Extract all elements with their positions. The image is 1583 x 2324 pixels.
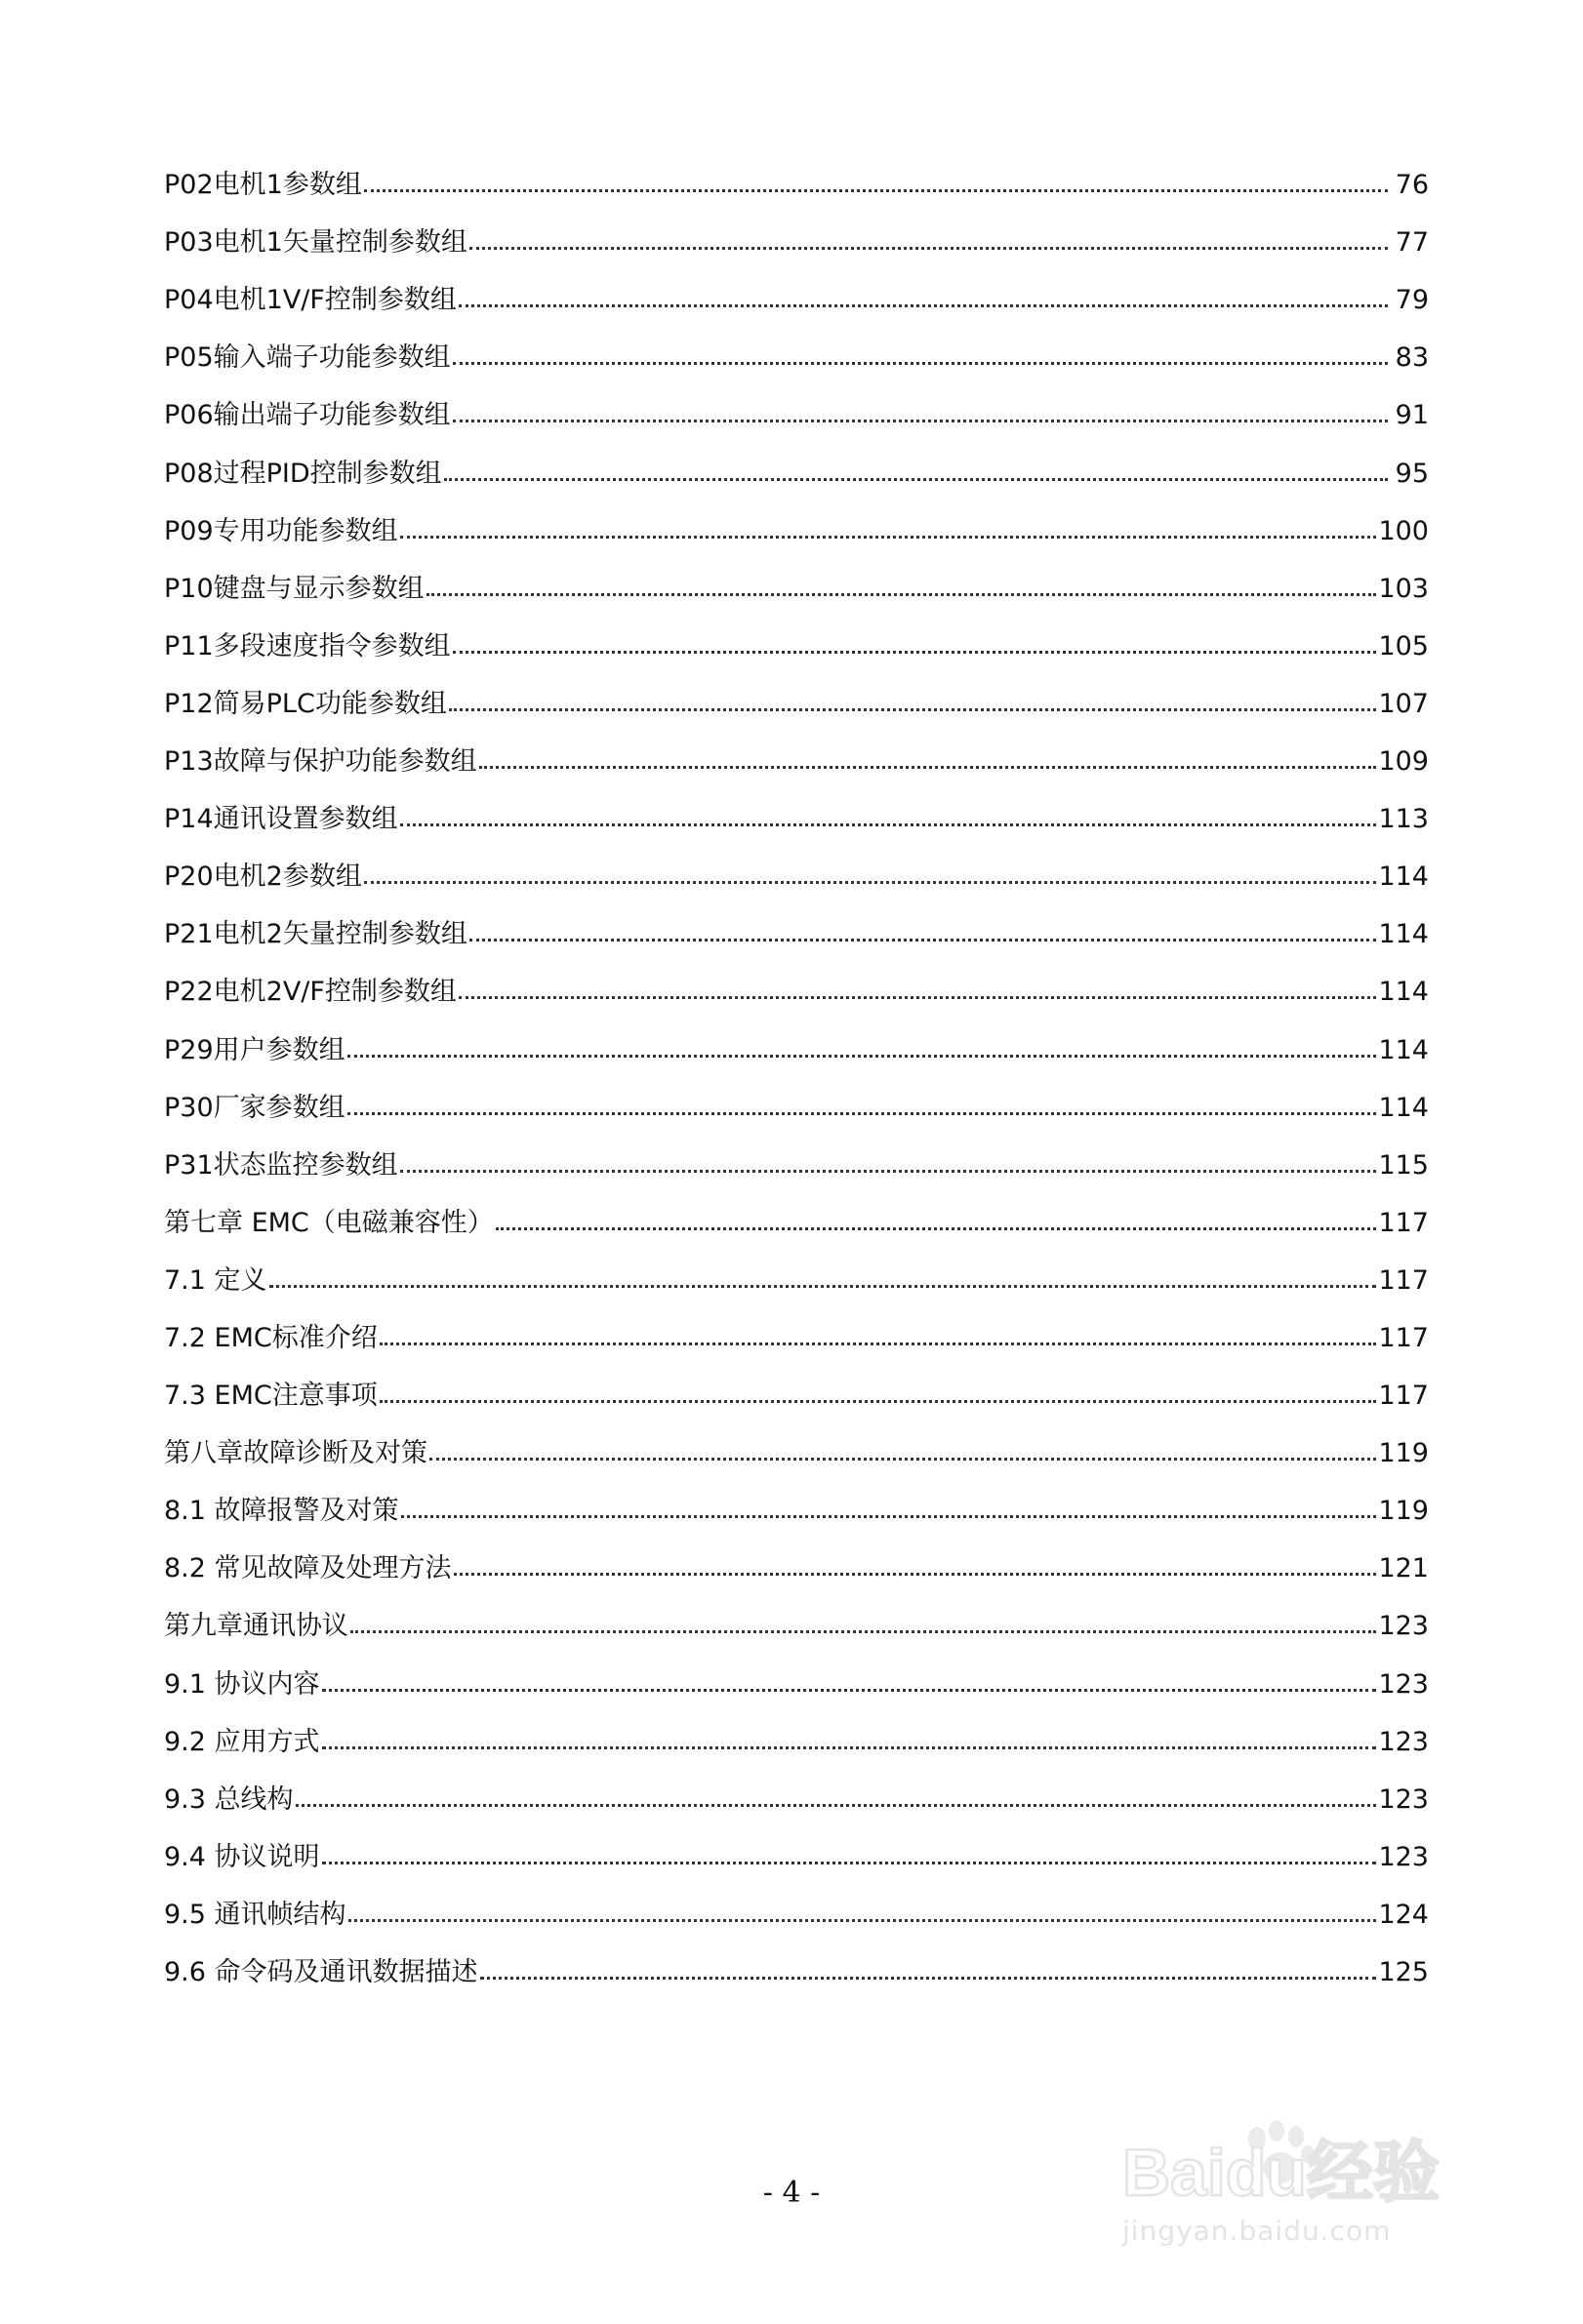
toc-entry-label: P05输入端子功能参数组 xyxy=(164,342,451,374)
toc-entry-label: P31状态监控参数组 xyxy=(164,1149,398,1181)
toc-entry-label: P22电机2V/F控制参数组 xyxy=(164,977,457,1008)
dot-leader xyxy=(454,1573,1377,1576)
toc-entry xyxy=(164,144,1429,202)
toc-entry xyxy=(164,1702,1429,1759)
toc-entry-page: 103 xyxy=(1378,573,1429,604)
toc-entry xyxy=(164,1643,1429,1701)
toc-entry xyxy=(164,1470,1429,1528)
toc-entry-label: 7.1 定义 xyxy=(164,1264,267,1296)
dot-leader xyxy=(322,1689,1377,1692)
toc-entry-page: 117 xyxy=(1378,1207,1429,1238)
dot-leader xyxy=(480,1977,1377,1980)
toc-entry-page: 123 xyxy=(1378,1668,1429,1700)
toc-entry-page: 76 xyxy=(1395,170,1429,201)
toc-entry-label: 第九章通讯协议 xyxy=(164,1611,348,1642)
toc-entry xyxy=(164,1182,1429,1240)
dot-leader xyxy=(380,1342,1377,1345)
toc-entry xyxy=(164,1355,1429,1413)
toc-entry-label: 9.2 应用方式 xyxy=(164,1726,320,1757)
toc-entry-page: 123 xyxy=(1378,1783,1429,1815)
dot-leader xyxy=(364,881,1377,884)
dot-leader xyxy=(400,1170,1377,1173)
toc-entry-label: P04电机1V/F控制参数组 xyxy=(164,285,457,316)
toc-entry-label: P21电机2矢量控制参数组 xyxy=(164,919,467,950)
toc-entry xyxy=(164,1067,1429,1125)
toc-entry-page: 124 xyxy=(1378,1899,1429,1930)
toc-entry-label: 第八章故障诊断及对策 xyxy=(164,1438,427,1469)
toc-entry-page: 123 xyxy=(1378,1726,1429,1757)
dot-leader xyxy=(469,247,1388,250)
toc-entry xyxy=(164,1874,1429,1932)
toc-entry xyxy=(164,491,1429,548)
dot-leader xyxy=(496,1227,1377,1230)
toc-entry-label: P29用户参数组 xyxy=(164,1034,345,1065)
toc-entry-page: 100 xyxy=(1378,515,1429,546)
toc-entry-label: 9.1 协议内容 xyxy=(164,1668,320,1700)
table-of-contents xyxy=(164,144,1429,1989)
toc-entry xyxy=(164,721,1429,779)
toc-entry xyxy=(164,1298,1429,1355)
dot-leader xyxy=(400,823,1377,826)
toc-entry-page: 121 xyxy=(1378,1553,1429,1584)
toc-entry-page: 107 xyxy=(1378,688,1429,719)
toc-entry-label: P08过程PID控制参数组 xyxy=(164,458,442,489)
dot-leader xyxy=(426,593,1377,596)
dot-leader xyxy=(401,1515,1377,1518)
toc-entry-page: 113 xyxy=(1378,804,1429,835)
toc-entry-page: 114 xyxy=(1378,977,1429,1008)
toc-entry-page: 77 xyxy=(1395,227,1429,259)
toc-entry-page: 114 xyxy=(1378,861,1429,893)
toc-entry-label: 8.2 常见故障及处理方法 xyxy=(164,1553,452,1584)
toc-entry xyxy=(164,1413,1429,1470)
dot-leader xyxy=(380,1400,1377,1403)
toc-entry-label: 8.1 故障报警及对策 xyxy=(164,1496,399,1527)
toc-entry xyxy=(164,1240,1429,1298)
dot-leader xyxy=(453,420,1388,422)
toc-entry-label: 9.6 命令码及通讯数据描述 xyxy=(164,1957,478,1987)
toc-entry-page: 117 xyxy=(1378,1322,1429,1353)
toc-entry-page: 105 xyxy=(1378,630,1429,661)
toc-entry xyxy=(164,836,1429,894)
toc-entry-label: 9.4 协议说明 xyxy=(164,1841,320,1872)
baidu-jingyan-watermark xyxy=(1113,2068,1503,2264)
dot-leader xyxy=(453,362,1388,365)
dot-leader xyxy=(364,189,1388,192)
toc-entry-label: P13故障与保护功能参数组 xyxy=(164,746,477,778)
toc-entry-label: 7.2 EMC标准介绍 xyxy=(164,1322,378,1353)
watermark-url: jingyan.baidu.com xyxy=(1122,2215,1392,2247)
toc-entry-label: P30厂家参数组 xyxy=(164,1092,345,1123)
dot-leader xyxy=(459,996,1377,999)
page-number: - 4 - xyxy=(762,2176,821,2210)
toc-entry-label: 9.3 总线构 xyxy=(164,1783,294,1815)
dot-leader xyxy=(322,1862,1377,1864)
toc-entry xyxy=(164,951,1429,1009)
toc-entry-page: 91 xyxy=(1395,400,1429,431)
toc-entry xyxy=(164,317,1429,375)
watermark-logo-text: Baidu经验 xyxy=(1122,2136,1440,2205)
toc-entry xyxy=(164,1817,1429,1874)
toc-entry xyxy=(164,432,1429,490)
toc-entry-label: P20电机2参数组 xyxy=(164,861,362,893)
toc-entry xyxy=(164,1585,1429,1643)
toc-entry-page: 117 xyxy=(1378,1381,1429,1412)
toc-entry-label: P12简易PLC功能参数组 xyxy=(164,688,447,719)
toc-entry-label: 第七章 EMC（电磁兼容性） xyxy=(164,1207,494,1238)
dot-leader xyxy=(347,1055,1377,1058)
dot-leader xyxy=(429,1458,1376,1461)
toc-entry-page: 83 xyxy=(1395,342,1429,374)
toc-entry-label: 9.5 通讯帧结构 xyxy=(164,1899,346,1930)
toc-entry xyxy=(164,548,1429,606)
toc-entry xyxy=(164,260,1429,317)
toc-entry xyxy=(164,663,1429,721)
dot-leader xyxy=(400,536,1377,539)
dot-leader xyxy=(347,1112,1377,1115)
toc-entry-label: 7.3 EMC注意事项 xyxy=(164,1381,378,1412)
dot-leader xyxy=(269,1285,1377,1288)
toc-entry-page: 123 xyxy=(1378,1841,1429,1872)
dot-leader xyxy=(322,1746,1377,1749)
toc-entry-label: P03电机1矢量控制参数组 xyxy=(164,227,467,259)
toc-entry-label: P10键盘与显示参数组 xyxy=(164,573,425,604)
toc-entry-label: P11多段速度指令参数组 xyxy=(164,630,451,661)
toc-entry-label: P06输出端子功能参数组 xyxy=(164,400,451,431)
dot-leader xyxy=(479,766,1377,769)
toc-entry xyxy=(164,894,1429,951)
toc-entry-page: 114 xyxy=(1378,1092,1429,1123)
toc-entry xyxy=(164,1125,1429,1182)
toc-entry-page: 117 xyxy=(1378,1264,1429,1296)
toc-entry xyxy=(164,375,1429,432)
toc-entry-page: 114 xyxy=(1378,919,1429,950)
toc-entry xyxy=(164,1932,1429,1989)
dot-leader xyxy=(449,708,1377,711)
toc-entry-page: 95 xyxy=(1395,458,1429,489)
toc-entry-label: P02电机1参数组 xyxy=(164,170,362,201)
dot-leader xyxy=(453,651,1377,654)
toc-entry xyxy=(164,1528,1429,1585)
toc-entry-page: 125 xyxy=(1378,1957,1429,1987)
baidu-paw-logo-icon xyxy=(1113,2117,1503,2205)
toc-entry-page: 123 xyxy=(1378,1611,1429,1642)
toc-entry-page: 79 xyxy=(1395,285,1429,316)
toc-entry-page: 115 xyxy=(1378,1149,1429,1181)
dot-leader xyxy=(444,478,1388,481)
dot-leader xyxy=(469,939,1377,942)
toc-entry xyxy=(164,1759,1429,1817)
dot-leader xyxy=(296,1804,1377,1807)
toc-entry xyxy=(164,202,1429,260)
dot-leader xyxy=(459,304,1388,307)
dot-leader xyxy=(350,1630,1376,1633)
dot-leader xyxy=(348,1919,1377,1922)
toc-entry xyxy=(164,1009,1429,1066)
toc-entry-page: 119 xyxy=(1378,1438,1429,1469)
toc-entry-page: 109 xyxy=(1378,746,1429,778)
toc-entry-label: P14通讯设置参数组 xyxy=(164,804,398,835)
toc-entry-label: P09专用功能参数组 xyxy=(164,515,398,546)
toc-entry xyxy=(164,606,1429,663)
toc-entry-page: 119 xyxy=(1378,1496,1429,1527)
toc-entry-page: 114 xyxy=(1378,1034,1429,1065)
toc-entry xyxy=(164,779,1429,836)
